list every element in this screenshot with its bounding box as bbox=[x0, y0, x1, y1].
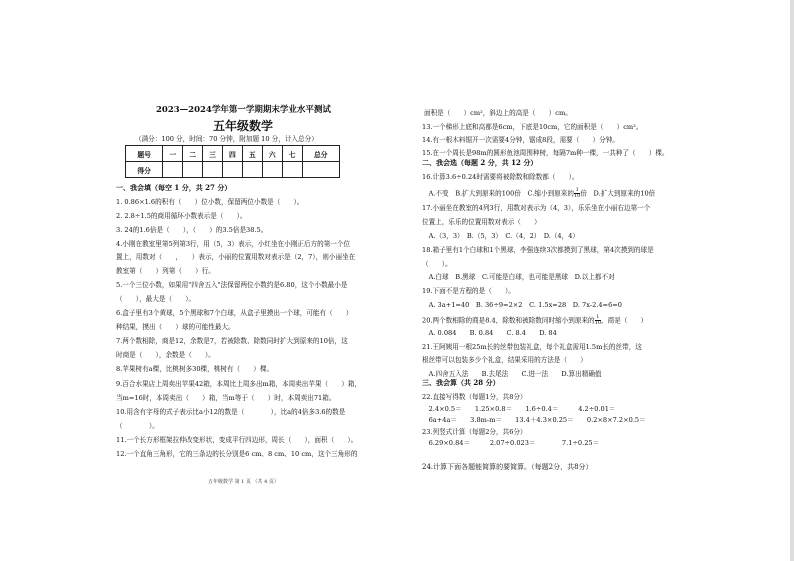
score-table-score-row bbox=[126, 162, 340, 178]
score-cell bbox=[163, 162, 183, 178]
question-text: A. 3a+1=40 B. 36÷9=2×2 C. 1.5x=28 D. 7x-2.4=6=0 bbox=[422, 301, 622, 309]
question-line bbox=[422, 315, 647, 326]
question-line: 6a+4a＝ 3.8m-m＝ 13.4＋4.3×0.25＝ 0.2×8×7.2×0.5＝ bbox=[422, 416, 646, 424]
question-line bbox=[422, 329, 557, 337]
question-line: 10.用含有字母的式子表示比a小12的数是（ ），比a的4倍多3.6的数是 bbox=[116, 408, 346, 416]
scan-edge bbox=[790, 0, 794, 561]
question-line: 7.两个数相除，商是12，余数是7，若被除数、除数同时扩大到原来的10倍，这 bbox=[116, 337, 348, 345]
question-text: 位置上，乐乐的位置用数对表示（ ） bbox=[422, 218, 541, 226]
score-cell bbox=[282, 162, 302, 178]
score-table bbox=[125, 145, 340, 178]
fraction-numerator: 1 bbox=[575, 187, 579, 193]
score-table-col-header: 三 bbox=[203, 146, 223, 162]
score-cell bbox=[262, 162, 282, 178]
score-table-col-header: 七 bbox=[282, 146, 302, 162]
question-text: 21.王阿姨用一根25m长的丝带包装礼盒，每个礼盒需用1.5m长的丝带，这 bbox=[422, 343, 642, 351]
question-text: 19.下面不是方程的是（ ）。 bbox=[422, 287, 515, 295]
question-text: 20.两个数相除的商是8.4，除数和被除数同时缩小到原来的 bbox=[422, 316, 595, 325]
question-line: 4.小刚在教室里第5列第3行，用（5，3）表示，小红坐在小刚正后方的第一个位 bbox=[116, 240, 351, 248]
score-row-label: 得分 bbox=[126, 162, 163, 178]
score-table-col-header: 四 bbox=[223, 146, 243, 162]
section-fill-blank: 一、我会填（每空 1 分，共 27 分） bbox=[116, 183, 232, 192]
question-line bbox=[422, 356, 587, 364]
score-table-col-header: 一 bbox=[163, 146, 183, 162]
page-footer: 五年级数学 第 1 页 （共 4 页） bbox=[208, 479, 279, 485]
question-line bbox=[422, 343, 642, 351]
question-text: A.（3，3） B.（5，3） C.（4，2） D.（4，4） bbox=[422, 232, 580, 240]
question-text: A.四舍五入法 B.去尾法 C.进一法 D.算出精确值 bbox=[422, 370, 602, 378]
question-line: 22.直接写得数（每题1分，共8分） bbox=[422, 393, 527, 401]
question-line bbox=[422, 287, 515, 295]
score-cell bbox=[223, 162, 243, 178]
question-line: 6.29×0.84＝ 2.07÷0.023＝ 7.1÷0.25＝ bbox=[422, 439, 600, 447]
question-line bbox=[422, 218, 541, 226]
question-line: 2. 2.8÷1.5的商用循环小数表示是（ ）。 bbox=[116, 212, 247, 220]
question-line: 13.一个梯形上底和高都是6cm，下底是10cm，它的面积是（ ）cm²。 bbox=[422, 123, 643, 131]
question-line: 12.一个直角三角形，它的三条边的长分别是6 cm、8 cm、10 cm，这个三角形的 bbox=[116, 450, 358, 458]
score-table-header-row bbox=[126, 146, 340, 162]
question-line bbox=[422, 273, 615, 281]
question-line bbox=[422, 188, 655, 199]
score-table-col-header: 五 bbox=[242, 146, 262, 162]
fraction-denominator: 10 bbox=[573, 193, 581, 199]
question-text: 根丝带可以包装多少个礼盒，结果采用的方法是（ ） bbox=[422, 356, 587, 364]
fraction-numerator: 1 bbox=[596, 314, 600, 320]
question-line: 时商是（ ），余数是（ ）。 bbox=[116, 351, 215, 359]
question-text: ，商是（ ） bbox=[601, 316, 648, 325]
question-text: A.白球 B.黑球 C.可能是白球，也可能是黑球 D.以上都不对 bbox=[422, 273, 615, 281]
question-line bbox=[422, 370, 602, 378]
question-text: 倍 D.扩大到原来的10倍 bbox=[580, 189, 656, 198]
question-line: 1. 0.86×1.6的积有（ ）位小数，保留两位小数是（ ）。 bbox=[116, 198, 304, 206]
section-choice: 二、我会选（每题 2 分，共 12 分） bbox=[422, 158, 538, 167]
question-line: 3. 24的1.6倍是（ ），（ ）的3.5倍是38.5。 bbox=[116, 226, 268, 234]
question-line: 面积是（ ）cm²，斜边上的高是（ ）cm。 bbox=[424, 109, 572, 117]
score-cell bbox=[242, 162, 262, 178]
score-table-col-header: 六 bbox=[262, 146, 282, 162]
question-line: 种结果，摸出（ ）球的可能性最大。 bbox=[116, 323, 235, 331]
question-line: 5.一个三位小数，如果用"四舍五入"法保留两位小数约是6.80，这个小数最小是 bbox=[116, 281, 348, 289]
section-calc: 三、我会算（共 28 分） bbox=[422, 378, 500, 387]
question-24: 24.计算下面各题能简算的要简算。（每题2分，共8分） bbox=[422, 463, 593, 471]
score-cell bbox=[302, 162, 339, 178]
question-line bbox=[422, 173, 579, 181]
subject-title: 五年级数学 bbox=[213, 119, 274, 133]
exam-title: 2023—2024学年第一学期期末学业水平测试 bbox=[156, 105, 331, 115]
question-line bbox=[422, 246, 654, 254]
question-line: （ ）。 bbox=[116, 422, 159, 430]
exam-info: （满分：100 分，时间：70 分钟，附加题 10 分，计入总分） bbox=[135, 135, 318, 143]
question-text: （ ）。 bbox=[422, 260, 452, 268]
question-line: 当m=16时，本周卖出（ ）箱，当m等于（ ）时，本周卖出71箱。 bbox=[116, 394, 336, 402]
question-line: 2.4×0.5＝ 1.25×0.8＝ 1.6÷0.4＝ 4.2÷0.01＝ bbox=[422, 405, 616, 413]
question-line: 9.百合水果店上周卖出苹果42箱，本周比上周多出m箱，本周卖出苹果（ ）箱， bbox=[116, 380, 362, 388]
question-line: 6.盒子里有3个黄球，5个黑球和7个白球，从盒子里摸出一个球，可能有（ ） bbox=[116, 309, 353, 317]
question-line: 15.在一个周长是98m的圆形鱼池周围种树，每隔7m种一棵，一共种了（ ）棵。 bbox=[422, 149, 669, 157]
question-line: 23.列竖式计算（每题2分，共6分） bbox=[422, 428, 527, 436]
question-line: 11.一个长方形框架拉伸改变形状，变成平行四边形，周长（ ），面积（ ）。 bbox=[116, 436, 358, 444]
question-line bbox=[422, 204, 650, 212]
score-table-col-header: 总分 bbox=[302, 146, 339, 162]
question-line: 教室第（ ）列第（ ）行。 bbox=[116, 267, 215, 275]
question-text: 18.箱子里有1个白球和1个黑球，李强连续3次都摸到了黑球，第4次摸到的球是 bbox=[422, 246, 654, 254]
question-line: 14.有一根木料锯开一次需要4分钟，锯成8段，需要（ ）分钟。 bbox=[422, 136, 619, 144]
score-cell bbox=[183, 162, 203, 178]
question-line bbox=[422, 232, 579, 240]
question-line bbox=[422, 260, 452, 268]
score-cell bbox=[203, 162, 223, 178]
question-text: 16.计算3.6÷0.24时需要将被除数和除数都（ ）。 bbox=[422, 173, 579, 181]
question-text: A.不变 B.扩大到原来的100倍 C.缩小到原来的 bbox=[422, 189, 574, 198]
question-text: 17.小丽坐在教室的4列3行，用数对表示为（4，3），乐乐坐在小丽右边第一个 bbox=[422, 204, 651, 212]
fraction-denominator: 10 bbox=[594, 320, 602, 326]
score-table-col-header: 二 bbox=[183, 146, 203, 162]
question-line: （ ），最大是（ ）。 bbox=[116, 295, 196, 303]
question-line: 8.苹果树有a棵，比桃树多30棵，桃树有（ ）棵。 bbox=[116, 365, 274, 373]
score-table-label: 题号 bbox=[126, 146, 163, 162]
question-text: A. 0.084 B. 0.84 C. 8.4 D. 84 bbox=[422, 329, 557, 337]
question-line: 置上，用数对（ ， ）表示，小丽的位置用数对表示是（2，7），则小丽坐在 bbox=[116, 253, 356, 261]
question-line bbox=[422, 301, 622, 309]
